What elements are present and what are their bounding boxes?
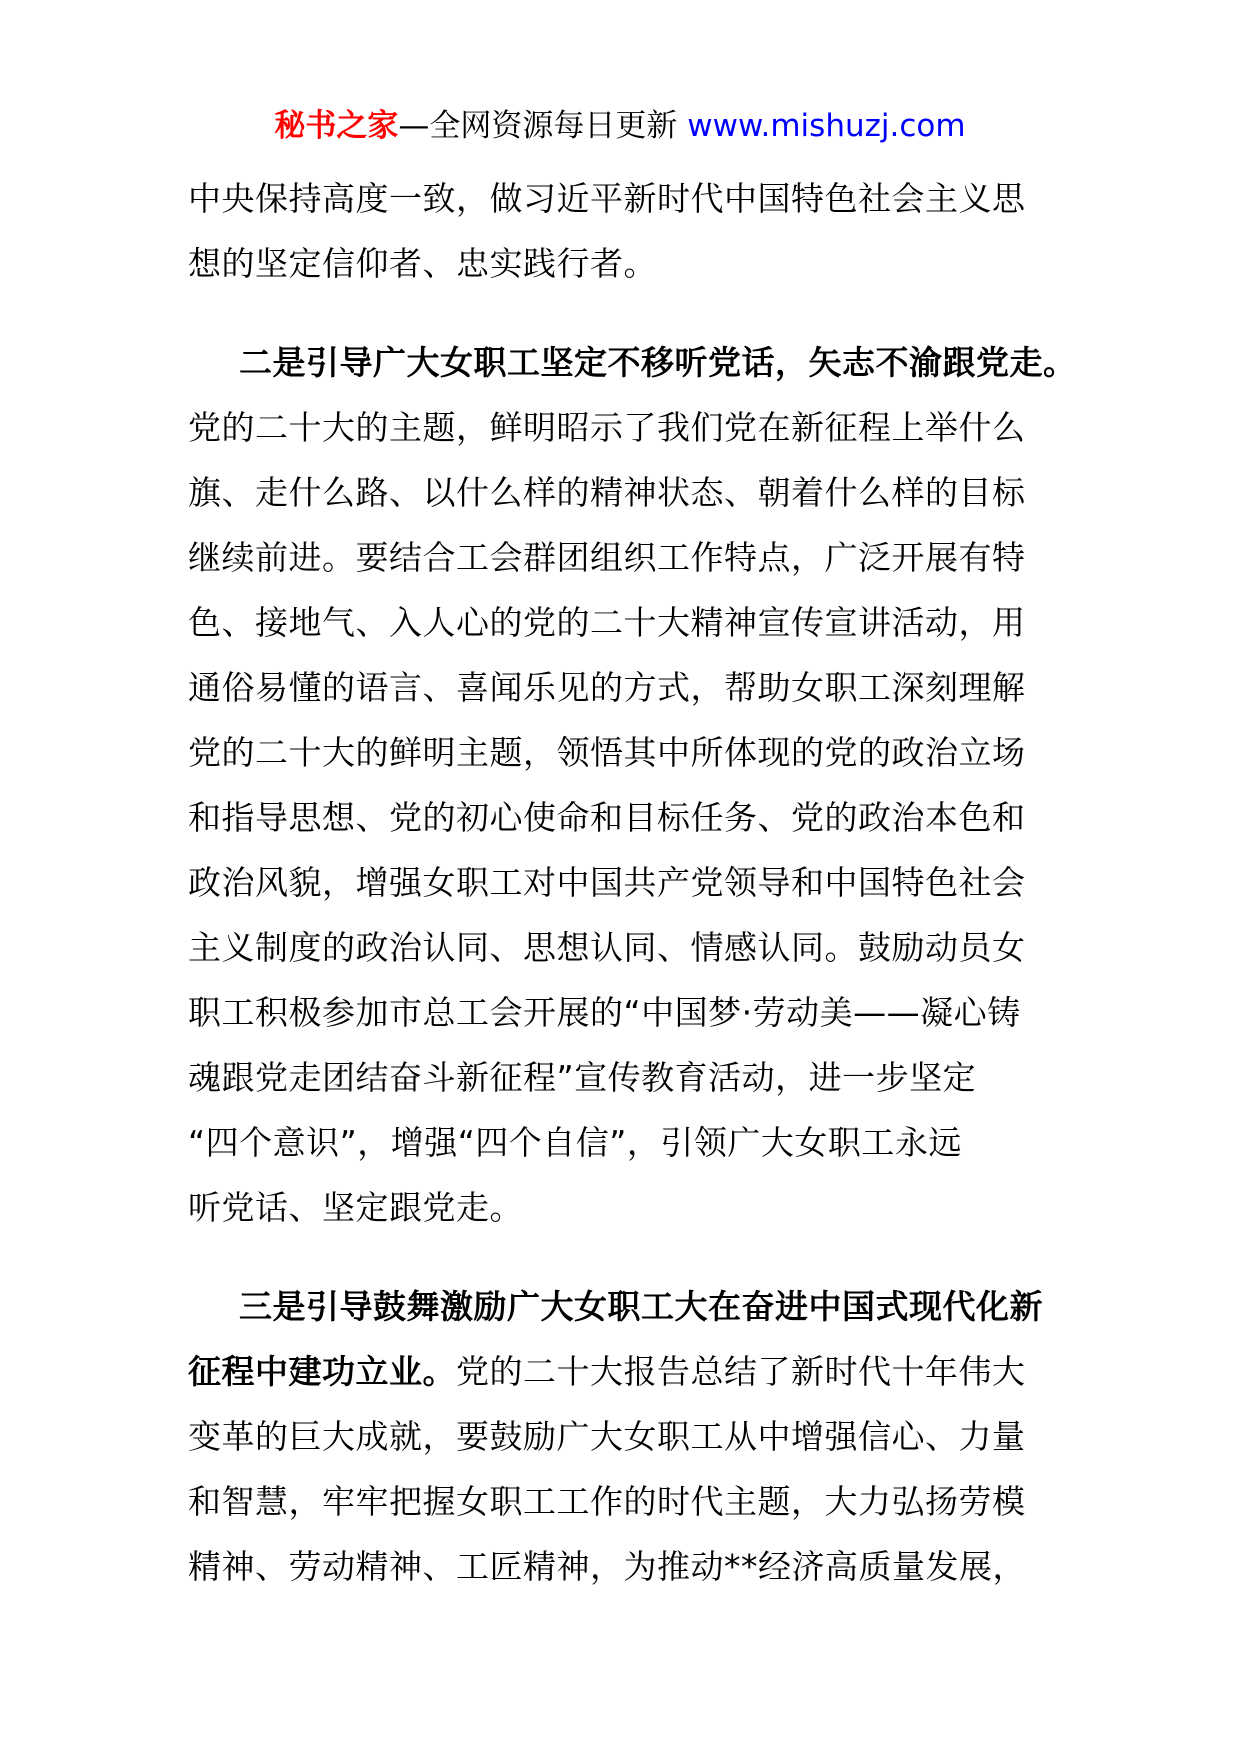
text-line: “四个意识”，增强“四个自信”，引领广大女职工永远 [188,1123,962,1162]
text-line: 党的二十大的主题，鲜明昭示了我们党在新征程上举什么 [188,408,1026,447]
text-line-mixed [188,1339,1058,1404]
header-slogan: —全网资源每日更新 [398,108,688,144]
text-line: 和指导思想、党的初心使命和目标任务、党的政治本色和 [188,798,1026,837]
text-run: 党的二十大报告总结了新时代十年伟大 [456,1352,1026,1391]
text-line: 主义制度的政治认同、思想认同、情感认同。鼓励动员女 [188,928,1026,967]
text-line: 旗、走什么路、以什么样的精神状态、朝着什么样的目标 [188,473,1026,512]
section-heading-2: 二是引导广大女职工坚定不移听党话，矢志不渝跟党走。 [239,343,1077,382]
text-line: 通俗易懂的语言、喜闻乐见的方式，帮助女职工深刻理解 [188,668,1026,707]
text-line: 魂跟党走团结奋斗新征程”宣传教育活动，进一步坚定 [188,1058,977,1097]
text-line: 听党话、坚定跟党走。 [188,1188,523,1227]
text-line: 政治风貌，增强女职工对中国共产党领导和中国特色社会 [188,863,1026,902]
text-line: 变革的巨大成就，要鼓励广大女职工从中增强信心、力量 [188,1417,1026,1456]
site-url[interactable]: www.mishuzj.com [687,108,966,144]
text-line: 想的坚定信仰者、忠实践行者。 [188,244,657,283]
text-line: 精神、劳动精神、工匠精神，为推动**经济高质量发展， [188,1547,1026,1586]
text-line: 中央保持高度一致，做习近平新时代中国特色社会主义思 [188,179,1026,218]
document-body [188,166,1077,1599]
section-heading-3-end: 征程中建功立业。 [188,1352,456,1391]
text-line: 继续前进。要结合工会群团组织工作特点，广泛开展有特 [188,538,1026,577]
watermark-header [0,104,1240,148]
brand-name: 秘书之家 [274,108,399,144]
paragraph-gap [188,296,1058,330]
text-line: 职工积极参加市总工会开展的“中国梦·劳动美——凝心铸 [188,993,1021,1032]
paragraph-gap [188,1240,1058,1274]
section-heading-3: 三是引导鼓舞激励广大女职工大在奋进中国式现代化新 [239,1287,1043,1326]
text-line: 党的二十大的鲜明主题，领悟其中所体现的党的政治立场 [188,733,1026,772]
text-line: 色、接地气、入人心的党的二十大精神宣传宣讲活动，用 [188,603,1026,642]
text-line: 和智慧，牢牢把握女职工工作的时代主题，大力弘扬劳模 [188,1482,1026,1521]
